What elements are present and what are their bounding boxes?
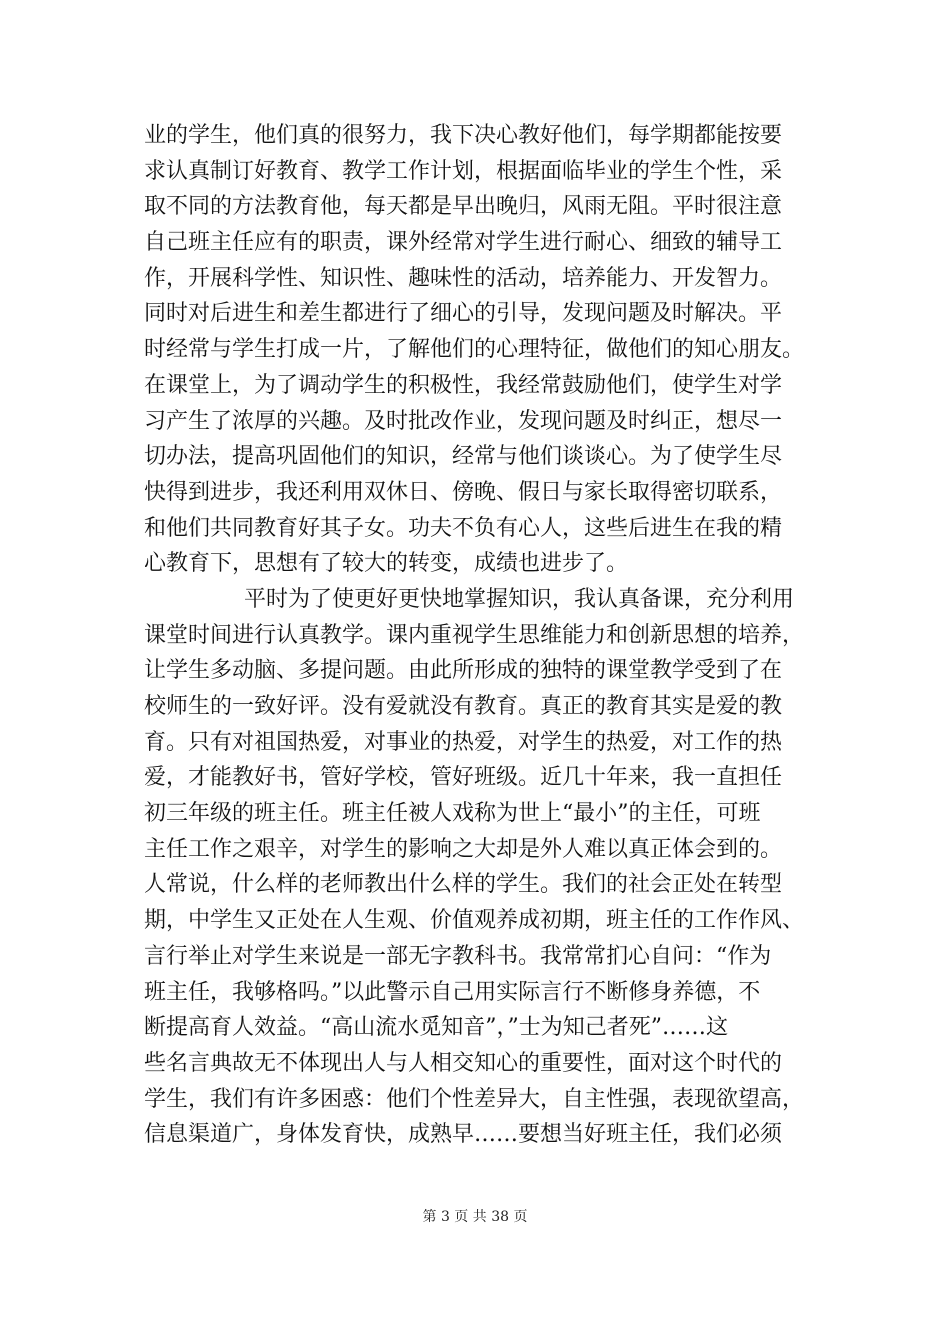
text-line: 言行举止对学生来说是一部无字教科书。我常常扪心自问：“作为 xyxy=(144,943,772,969)
page-number-footer: 第 3 页 共 38 页 xyxy=(422,1209,528,1225)
text-line: 业的学生，他们真的很努力，我下决心教好他们，每学期都能按要 xyxy=(144,123,783,148)
text-line: 在课堂上，为了调动学生的积极性，我经常鼓励他们，使学生对学 xyxy=(144,372,783,398)
text-line: 期，中学生又正处在人生观、价值观养成初期，班主任的工作作风、 xyxy=(144,908,805,934)
text-line: 校师生的一致好评。没有爱就没有教育。真正的教育其实是爱的教 xyxy=(144,694,783,719)
text-line: 断提高育人效益。“高山流水觅知音”，”士为知己者死”……这 xyxy=(144,1015,728,1041)
text-line: 取不同的方法教育他，每天都是早出晚归，风雨无阻。平时很注意 xyxy=(144,194,783,220)
text-line: 和他们共同教育好其子女。功夫不负有心人，这些后进生在我的精 xyxy=(144,515,783,541)
text-line: 让学生多动脑、多提问题。由此所形成的独特的课堂教学受到了在 xyxy=(144,658,783,684)
text-line: 人常说，什么样的老师教出什么样的学生。我们的社会正处在转型 xyxy=(144,872,783,898)
paragraph-first-line: 平时为了使更好更快地掌握知识，我认真备课，充分利用 xyxy=(244,586,795,612)
text-line: 爱，才能教好书，管好学校，管好班级。近几十年来，我一直担任 xyxy=(144,765,783,791)
text-line: 习产生了浓厚的兴趣。及时批改作业，发现问题及时纠正，想尽一 xyxy=(144,408,783,434)
text-line: 快得到进步，我还利用双休日、傍晚、假日与家长取得密切联系， xyxy=(144,479,783,505)
text-line: 信息渠道广，身体发育快，成熟早……要想当好班主任，我们必须 xyxy=(144,1122,783,1148)
text-line: 心教育下，思想有了较大的转变，成绩也进步了。 xyxy=(144,551,629,577)
text-line: 主任工作之艰辛，对学生的影响之大却是外人难以真正体会到的。 xyxy=(144,836,783,862)
text-line: 时经常与学生打成一片，了解他们的心理特征，做他们的知心朋友。 xyxy=(144,337,805,363)
text-line: 育。只有对祖国热爱，对事业的热爱，对学生的热爱，对工作的热 xyxy=(144,729,783,755)
text-line: 些名言典故无不体现出人与人相交知心的重要性，面对这个时代的 xyxy=(144,1050,783,1076)
text-line: 同时对后进生和差生都进行了细心的引导，发现问题及时解决。平 xyxy=(144,301,783,327)
body-text xyxy=(144,118,824,1153)
text-line: 初三年级的班主任。班主任被人戏称为世上“最小”的主任，可班 xyxy=(144,801,761,827)
text-line: 学生，我们有许多困惑：他们个性差异大，自主性强，表现欲望高， xyxy=(144,1086,805,1112)
text-line: 求认真制订好教育、教学工作计划，根据面临毕业的学生个性，采 xyxy=(144,158,783,184)
text-line: 切办法，提高巩固他们的知识，经常与他们谈谈心。为了使学生尽 xyxy=(144,444,783,470)
text-line: 作，开展科学性、知识性、趣味性的活动，培养能力、开发智力。 xyxy=(144,265,783,291)
text-line: 班主任，我够格吗。”以此警示自己用实际言行不断修身养德，不 xyxy=(144,979,761,1005)
text-line: 课堂时间进行认真教学。课内重视学生思维能力和创新思想的培养， xyxy=(144,622,805,648)
text-line: 自己班主任应有的职责，课外经常对学生进行耐心、细致的辅导工 xyxy=(144,230,783,256)
